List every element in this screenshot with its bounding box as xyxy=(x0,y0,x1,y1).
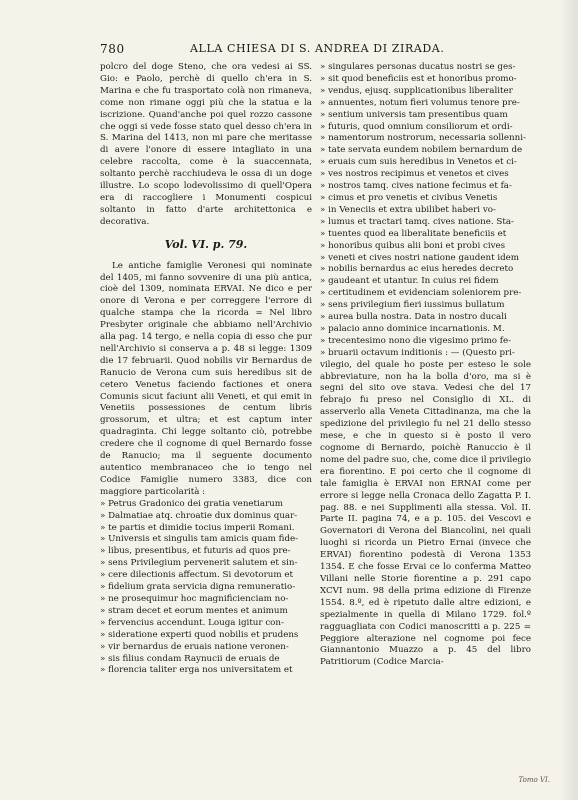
right-column xyxy=(320,62,531,777)
quote-line: » cimus et pro venetis et civibus Venetis xyxy=(320,192,498,203)
quote-line: » libus, presentibus, et futuris ad quos pre- xyxy=(100,546,291,557)
quote-line: » eruais cum suis heredibus in Venetos et ci- xyxy=(320,157,517,168)
paragraph-privilege-commentary: vilegio, del quale ho poste per esteso le sole abbreviature, non ha la bolla d'oro, ma si è segni del sito ove stava. Vedesi che del 17 febrajo fu preso nel Consiglio di XL. di asserverlo alla Veneta Cittadinanza, ma che la spedizione del privilegio fu nel 21 dello stesso mese, e che in questo si è posto il vero cognome di Bernardo, poichè Ranuccio è il nome del padre suo, che, come dice il privilegio era fiorentino. E poi certo che il cognome di tale famiglia è ERVAI non ERNAI come per errore si legge nella Cronaca dello Zagatta P. I. pag. 88. e nei Supplimenti alla stessa. Vol. II. Parte II. pagina 74, e a p. 105. dei Vescovi e Governatori di Verona del Biancolini, nei quali luoghi si ricorda un Pietro Ernai (invece che ERVAI) fiorentino podestà di Verona 1353 1354. E che fosse Ervai ce lo conferma Matteo Villani nelle Storie fiorentine a p. 291 capo XCVI num. 98 della prima edizione di Firenze 1554. 8.º, ed è ripetuto dalle altre edizioni, e spezialmente in quella di Milano 1729. fol.º ragguagliata con Codici manoscritti a p. 225 = Peggiore alterazione nel cognome poi fece Giannantonio Muazzo a p. 45 del libro Patritiorum (Codice Marcia- xyxy=(320,359,531,668)
quote-line: » certitudinem et evidenciam soleniorem pre- xyxy=(320,288,522,299)
quote-line: » vendus, ejusq. supplicationibus liberaliter xyxy=(320,85,513,96)
quote-line: » gaudeant et utantur. In cuius rei fidem xyxy=(320,276,499,287)
quote-line: » aurea bulla nostra. Data in nostro ducali xyxy=(320,312,507,323)
quote-line: » bruarii octavum inditionis : — (Questo pri- xyxy=(320,347,515,358)
quote-line: » tuentes quod ea liberalitate beneficiis et xyxy=(320,228,507,239)
quote-line: » sens Privilegium pervenerit salutem et sin- xyxy=(100,558,298,569)
quote-line: » stram decet et eorum mentes et animum xyxy=(100,605,288,616)
page-edge-shadow xyxy=(560,0,578,800)
quote-line: » Petrus Gradonico dei gratia venetiarum xyxy=(100,498,283,509)
quote-line: » nobilis bernardus ac eius heredes decreto xyxy=(320,264,514,275)
margin-note: Tomo VI. xyxy=(518,776,550,784)
quote-line: » Dalmatiae atq. chroatie dux dominus quar- xyxy=(100,510,298,521)
quote-line: » trecentesimo nono die vigesimo primo fe- xyxy=(320,335,512,346)
running-header xyxy=(100,42,498,56)
quote-line: » sis filius condam Raynucii de eruais de xyxy=(100,653,280,664)
quote-line: » palacio anno dominice incarnationis. M. xyxy=(320,323,505,334)
running-title: ALLA CHIESA DI S. ANDREA DI ZIRADA. xyxy=(190,42,445,55)
quote-line: » tate servata eundem nobilem bernardum de xyxy=(320,145,523,156)
quote-line: » in Veneciis et extra ubilibet haberi vo- xyxy=(320,204,496,215)
quote-line: » nostros tamq. cives natione fecimus et fa- xyxy=(320,181,512,192)
quote-line: » sentium universis tam presentibus quam xyxy=(320,109,508,120)
latin-document-quote-left xyxy=(100,499,312,678)
quote-line: » ves nostros recipimus et venetos et cives xyxy=(320,169,509,180)
quote-line: » singulares personas ducatus nostri se ges- xyxy=(320,62,516,72)
quote-line: » cere dilectionis affectum. Si devotorum et xyxy=(100,570,293,581)
left-column xyxy=(100,62,312,777)
quote-line: » namentorum nostrorum, necessaria sollenni- xyxy=(320,133,526,144)
quote-line: » ne prosequimur hoc magnificienciam no- xyxy=(100,593,289,604)
quote-line: » futuris, quod omnium consiliorum et ordi- xyxy=(320,121,513,132)
page-number: 780 xyxy=(100,42,125,56)
quote-line: » lumus et tractari tamq. cives natione. Sta- xyxy=(320,216,514,227)
section-heading: Vol. VI. p. 79. xyxy=(164,237,248,251)
quote-line: » florencia taliter erga nos universitatem et xyxy=(100,665,293,676)
paragraph-sepulchre: polcro del doge Steno, che ora vedesi ai SS. Gio: e Paolo, perchè di quello ch'era in S. Marina e che fu trasportato colà non rimaneva, come non rimane oggi più che la statua e la iscrizione. Quand'anche poi quel rozzo cassone che oggi si vede fosse stato quel desso ch'era in S. Marina del 1413, non mi pare che meritasse di avere l'onore di essere intagliato in una celebre raccolta, come è la suaccennata, soltanto perchè racchiudeva le ossa di un doge illustre. Lo scopo lodevolissimo di quell'Opera era di raccogliere i Monumenti cospicui soltanto in fatto d'arte architettonica e decorativa. xyxy=(100,62,312,227)
quote-line: » te partis et dimidie tocius imperii Romani. xyxy=(100,522,295,533)
quote-line: » Universis et singulis tam amicis quam fide- xyxy=(100,534,299,545)
latin-document-quote-right xyxy=(320,62,531,360)
quote-line: » fidelium grata servicia digna remuneratio- xyxy=(100,582,296,593)
quote-line: » sens privilegium fieri iussimus bullatum xyxy=(320,300,505,311)
quote-line: » fervencius accendunt. Louga igitur con- xyxy=(100,617,284,628)
paragraph-ervai-family: Le antiche famiglie Veronesi qui nominate del 1405, mi fanno sovvenire di una più antica, cioè del 1309, nominata ERVAI. Ne dico e per onore di Verona e per correggere l'errore di qualche stampa che la ricorda = Nel libro Presbyter originale che abbiamo nell'Archivio alla pag. 14 tergo, e nella copia di esso che pur nell'Archivio si conserva a p. 48 si legge: 1309 die 17 februarii. Quod nobilis vir Bernardus de Ranucio de Verona cum suis heredibus sit de cetero Venetus faciendo factiones et onera Comunis sicut faciunt alii Veneti, et qui emit in Venetiis possessiones de centum libris grossorum, et ultra; et est captum inter quadraginta. Chi legge soltanto ciò, potrebbe credere che il cognome di quel Bernardo fosse de Ranucio; ma il seguente documento autentico membranaceo che io tengo nel Codice Famiglie numero 3383, dice con maggiore particolarità : xyxy=(100,260,312,497)
quote-line: » sit quod beneficiis est et honoribus promo- xyxy=(320,73,517,84)
quote-line: » vir bernardus de eruais natione veronen- xyxy=(100,641,289,652)
quote-line: » veneti et cives nostri natione gaudent idem xyxy=(320,252,520,263)
quote-line: » sideratione experti quod nobilis et prudens xyxy=(100,629,299,640)
quote-line: » honoribus quibus alii boni et probi cives xyxy=(320,240,506,251)
quote-line: » annuentes, notum fieri volumus tenore pre- xyxy=(320,97,520,108)
